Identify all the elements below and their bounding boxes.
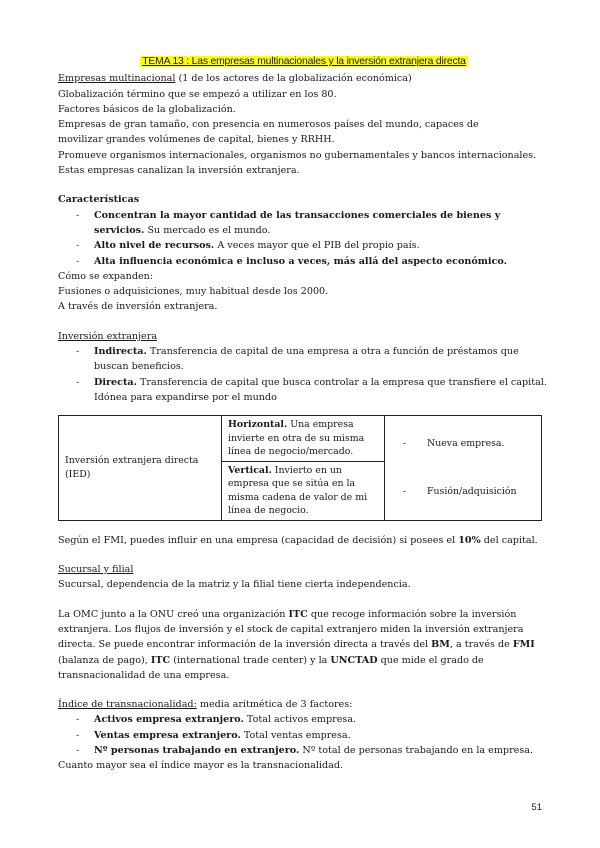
indice-heading-line: Índice de transnacionalidad: media aritmética de 3 factores: <box>58 699 353 711</box>
intro-line: Empresas de gran tamaño, con presencia en numerosos países del mundo, capaces de movilizar grandes volúmenes de capital, bienes y RRHH. <box>58 119 479 146</box>
omc-paragraph: La OMC junto a la ONU creó una organización ITC que recoge información sobre la inversión extranjera. Los flujos de inversión y el stock de capital extranjero miden la inversión extranjera directa. Se puede encontrar información de la inversión directa a través del BM, a través de FMI (balanza de pago), ITC (international trade center) y la UNCTAD que mide el grado de transnacionalidad de una empresa. <box>58 608 535 681</box>
intro-heading: Empresas multinacional <box>58 73 176 85</box>
sucursal-heading: Sucursal y filial <box>58 564 134 576</box>
page-title: TEMA 13 : Las empresas multinacionales y la inversión extranjera directa <box>142 56 466 67</box>
expansion-line: Cómo se expanden: <box>58 270 154 282</box>
fmi-paragraph: Según el FMI, puedes influir en una empresa (capacidad de decisión) si posees el 10% del capital. <box>58 534 538 546</box>
list-item: - Concentran la mayor cantidad de las transacciones comerciales de bienes y servicios. Su mercado es el mundo. <box>76 208 550 239</box>
title-block <box>58 54 550 69</box>
vertical-cell: Vertical. Invierto en un empresa que se sitúa en la misma cadena de valor de mi línea de negocio. <box>222 461 385 520</box>
intro-heading-line <box>58 71 550 86</box>
ied-label-cell: Inversión extranjera directa (IED) <box>59 416 222 521</box>
intro-line: Globalización término que se empezó a utilizar en los 80. <box>58 88 337 100</box>
intro-heading-note: (1 de los actores de la globalización económica) <box>175 73 412 85</box>
ied-options-cell <box>385 416 542 521</box>
option-nueva-empresa: - Nueva empresa. <box>403 438 505 450</box>
inversion-section <box>58 329 550 405</box>
caracteristicas-section <box>58 192 550 314</box>
sucursal-section <box>58 562 550 593</box>
option-fusion: - Fusión/adquisición <box>403 485 517 497</box>
list-item: - Alta influencia económica e incluso a veces, más allá del aspecto económico. <box>76 254 550 269</box>
list-item: - Indirecta. Transferencia de capital de una empresa a otra a función de préstamos que buscan beneficios. <box>76 344 550 375</box>
sucursal-text: Sucursal, dependencia de la matriz y la filial tiene cierta independencia. <box>58 579 411 591</box>
list-item: - Activos empresa extranjero. Total activos empresa. <box>76 712 550 727</box>
expansion-line: A través de inversión extranjera. <box>58 301 218 313</box>
expansion-line: Fusiones o adquisiciones, muy habitual desde los 2000. <box>58 286 329 298</box>
caracteristicas-heading: Características <box>58 194 140 206</box>
indice-closing: Cuanto mayor sea el índice mayor es la transnacionalidad. <box>58 760 344 772</box>
inversion-heading: Inversión extranjera <box>58 330 158 342</box>
caracteristicas-list <box>58 208 550 269</box>
ied-table <box>58 415 542 521</box>
intro-line: Factores básicos de la globalización. <box>58 103 236 115</box>
document-page <box>58 54 550 774</box>
intro-line: Promueve organismos internacionales, organismos no gubernamentales y bancos internacionales. <box>58 149 537 161</box>
inversion-list <box>58 344 550 405</box>
intro-section <box>58 71 550 178</box>
list-item: - Alto nivel de recursos. A veces mayor que el PIB del propio país. <box>76 238 550 253</box>
list-item: - Directa. Transferencia de capital que busca controlar a la empresa que transfiere el capital. Idónea para expandirse por el mundo <box>76 375 550 406</box>
indice-section <box>58 697 550 773</box>
indice-list <box>58 712 550 758</box>
list-item: - Ventas empresa extranjero. Total ventas empresa. <box>76 728 550 743</box>
page-number: 51 <box>531 802 542 813</box>
horizontal-cell: Horizontal. Una empresa invierte en otra de su misma línea de negocio/mercado. <box>222 416 385 462</box>
list-item: - Nº personas trabajando en extranjero. Nº total de personas trabajando en la empresa. <box>76 743 550 758</box>
intro-line: Estas empresas canalizan la inversión extranjera. <box>58 165 300 177</box>
